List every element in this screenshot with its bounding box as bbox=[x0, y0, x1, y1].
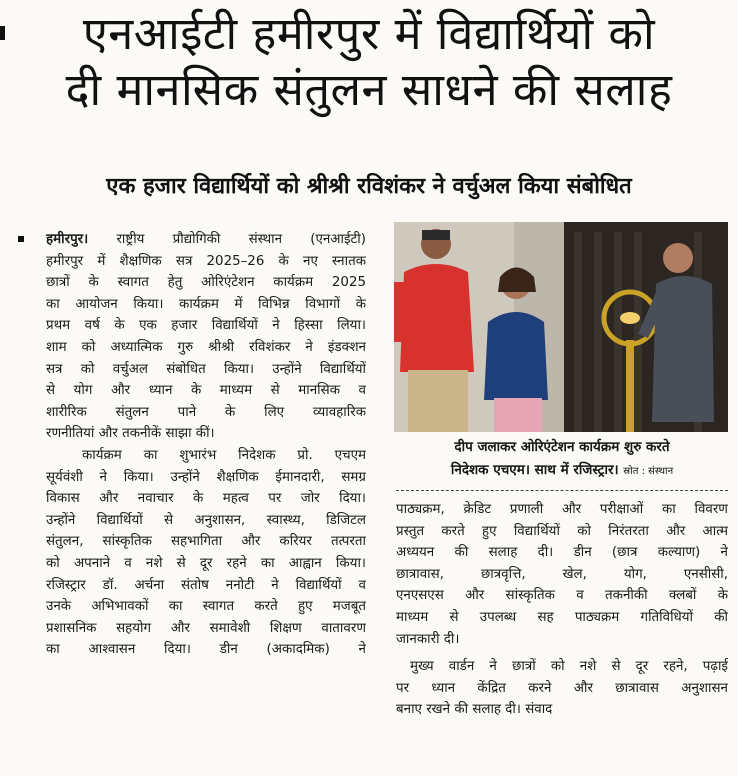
body-line: माध्यम से उपलब्ध सह पाठ्यक्रम गतिविधियों की bbox=[396, 609, 728, 625]
body-line: पर ध्यान केंद्रित करने और छात्रावास अनुशासन bbox=[396, 680, 728, 696]
body-line bbox=[46, 229, 366, 251]
body-line: प्रथम वर्ष के एक हजार विद्यार्थियों ने हिस्सा लिया। bbox=[46, 318, 366, 334]
body-line: छात्रावास, छात्रवृत्ति, खेल, योग, एनसीसी, bbox=[396, 566, 728, 582]
body-line: का आयोजन किया। कार्यक्रम में विभिन्न विभागों के bbox=[46, 296, 366, 312]
left-column bbox=[46, 229, 366, 661]
caption-divider bbox=[396, 490, 728, 491]
body-line: शारीरिक संतुलन पाने के लिए व्यावहारिक bbox=[46, 404, 366, 420]
body-line: जानकारी दी। bbox=[396, 631, 460, 647]
body-line: विकास और नवाचार के महत्व पर जोर दिया। bbox=[46, 491, 366, 507]
story-bullet bbox=[18, 236, 24, 242]
body-line: पाठ्यक्रम, क्रेडिट प्रणाली और परीक्षाओं का विवरण bbox=[396, 502, 728, 517]
body-line: संतुलन, सांस्कृतिक सहभागिता और करियर तत्परता bbox=[46, 534, 366, 550]
body-line: छात्रों के स्वागत हेतु ओरिएंटेशन कार्यक्रम 2025 bbox=[46, 275, 366, 291]
body-line: शाम को अध्यात्मिक गुरु श्रीश्री रविशंकर ने इंडक्शन bbox=[46, 339, 366, 355]
dateline: हमीरपुर। bbox=[46, 232, 89, 247]
photo-credit: स्रोत : संस्थान bbox=[623, 466, 674, 477]
photo-caption bbox=[396, 436, 728, 483]
body-line: कार्यक्रम का शुभारंभ निदेशक प्रो. एचएम bbox=[82, 447, 366, 463]
headline-line-1: एनआईटी हमीरपुर में विद्यार्थियों को bbox=[82, 7, 656, 60]
body-line: मुख्य वार्डन ने छात्रों को नशे से दूर रहने, पढ़ाई bbox=[410, 659, 728, 675]
right-column bbox=[396, 499, 728, 721]
body-line: हमीरपुर में शैक्षणिक सत्र 2025–26 के नए स्नातक bbox=[46, 253, 366, 269]
body-line: अध्ययन की सलाह दी। डीन (छात्र कल्याण) ने bbox=[396, 545, 728, 561]
corner-mark bbox=[0, 26, 5, 40]
body-line: उन्होंने विद्यार्थियों से अनुशासन, स्वास्थ्य, डिजिटल bbox=[46, 512, 366, 528]
caption-line-2 bbox=[396, 459, 728, 483]
body-line: रजिस्ट्रार डॉ. अर्चना संतोष ननोटी ने विद्यार्थियों व bbox=[46, 577, 366, 593]
body-line-text: राष्ट्रीय प्रौद्योगिकी संस्थान (एनआईटी) bbox=[116, 232, 366, 247]
body-line: प्रशासनिक सहयोग और समावेशी शिक्षण वातावरण bbox=[46, 620, 366, 636]
caption-line-1: दीप जलाकर ओरिएंटेशन कार्यक्रम शुरु करते bbox=[454, 439, 670, 455]
body-line: सत्र को वर्चुअल संबोधित किया। उन्होंने विद्यार्थियों bbox=[46, 361, 366, 377]
body-line: बनाए रखने की सलाह दी। संवाद bbox=[396, 702, 553, 718]
body-line: को अपनाने व नशे से दूर रहने का आह्वान किया। bbox=[46, 555, 366, 571]
subheadline: एक हजार विद्यार्थियों को श्रीश्री रविशंकर ने वर्चुअल किया संबोधित bbox=[106, 174, 632, 199]
body-line: से योग और ध्यान के माध्यम से मानसिक व bbox=[46, 383, 366, 399]
body-line: का आश्वासन दिया। डीन (अकादमिक) ने bbox=[46, 642, 366, 658]
body-line: उनके अभिभावकों का स्वागत करते हुए मजबूत bbox=[46, 599, 366, 615]
body-line: सूर्यवंशी ने किया। उन्होंने शैक्षणिक ईमानदारी, समग्र bbox=[46, 469, 366, 485]
body-line: एनएसएस और सांस्कृतिक व तकनीकी क्लबों के bbox=[396, 588, 728, 604]
event-photo bbox=[394, 222, 728, 432]
headline-line-2: दी मानसिक संतुलन साधने की सलाह bbox=[65, 63, 673, 116]
caption-line-2-text: निदेशक एचएम। साथ में रजिस्ट्रार। bbox=[450, 462, 619, 478]
headline bbox=[6, 6, 732, 118]
body-line: प्रस्तुत करते हुए विद्यार्थियों को निरंतरता और आत्म bbox=[396, 523, 728, 539]
body-line: रणनीतियां और तकनीकें साझा कीं। bbox=[46, 426, 215, 442]
